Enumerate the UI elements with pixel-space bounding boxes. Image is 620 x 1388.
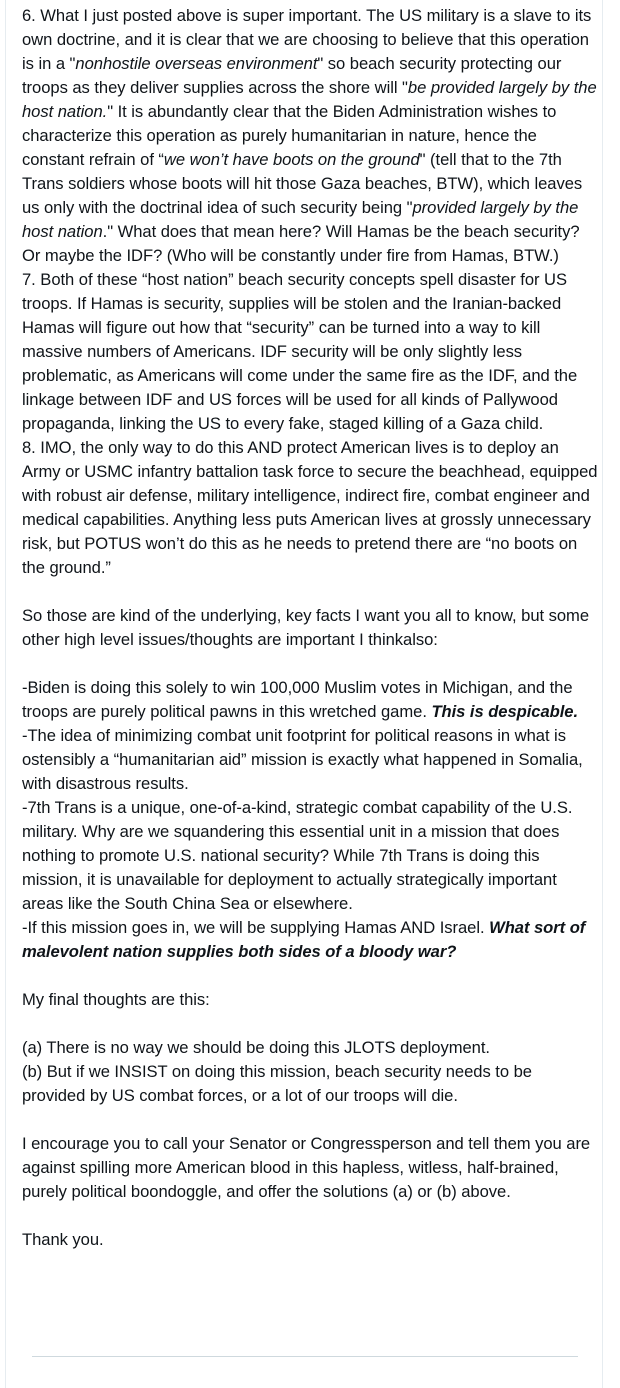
bullet-mission: -If this mission goes in, we will be supplying Hamas AND Israel. What sort of malevolent nation supplies both sides of a bloody war? bbox=[22, 918, 586, 961]
option-a: (a) There is no way we should be doing this JLOTS deployment. bbox=[22, 1038, 490, 1057]
thank-you: Thank you. bbox=[22, 1230, 104, 1249]
paragraph-point-7: 7. Both of these “host nation” beach security concepts spell disaster for US troops. If Hamas is security, supplies will be stolen and the Iranian-backed Hamas will figure out how that “security” can be turned into a way to kill massive numbers of Americans. IDF security will be only slightly less problematic, as Americans will come under the same fire as the IDF, and the linkage between IDF and US forces will be used for all kinds of Pallywood propaganda, linking the US to every fake, staged killing of a Gaza child. bbox=[22, 270, 578, 433]
final-thoughts-heading: My final thoughts are this: bbox=[22, 990, 210, 1009]
paragraph-intro: So those are kind of the underlying, key facts I want you all to know, but some other high level issues/thoughts are important I thinkalso: bbox=[22, 606, 590, 649]
post-text bbox=[22, 4, 598, 1252]
option-b: (b) But if we INSIST on doing this mission, beach security needs to be provided by US combat forces, or a lot of our troops will die. bbox=[22, 1062, 532, 1105]
bullet-somalia: -The idea of minimizing combat unit footprint for political reasons in what is ostensibly a “humanitarian aid” mission is exactly what happened in Somalia, with disastrous results. bbox=[22, 726, 583, 793]
divider bbox=[32, 1356, 578, 1357]
paragraph-point-6: 6. What I just posted above is super important. The US military is a slave to its own doctrine, and it is clear that we are choosing to believe that this operation is in a "nonhostile overseas environment" so beach security protecting our troops as they deliver supplies across the shore will "be provided largely by the host nation." It is abundantly clear that the Biden Administration wishes to characterize this operation as purely humanitarian in nature, hence the constant refrain of “we won’t have boots on the ground" (tell that to the 7th Trans soldiers whose boots will hit those Gaza beaches, BTW), which leaves us only with the doctrinal idea of such security being "provided largely by the host nation." What does that mean here? Will Hamas be the beach security? Or maybe the IDF? (Who will be constantly under fire from Hamas, BTW.) bbox=[22, 6, 597, 265]
paragraph-encourage: I encourage you to call your Senator or Congressperson and tell them you are against spilling more American blood in this hapless, witless, half-brained, purely political boondoggle, and offer the solutions (a) or (b) above. bbox=[22, 1134, 591, 1201]
bullet-7th-trans: -7th Trans is a unique, one-of-a-kind, strategic combat capability of the U.S. military. Why are we squandering this essential unit in a mission that does nothing to promote U.S. national security? While 7th Trans is doing this mission, it is unavailable for deployment to actually strategically important areas like the South China Sea or elsewhere. bbox=[22, 798, 573, 913]
bullet-biden: -Biden is doing this solely to win 100,000 Muslim votes in Michigan, and the troops are purely political pawns in this wretched game. This is despicable. bbox=[22, 678, 579, 721]
paragraph-point-8: 8. IMO, the only way to do this AND protect American lives is to deploy an Army or USMC infantry battalion task force to secure the beachhead, equipped with robust air defense, military intelligence, indirect fire, combat engineer and medical capabilities. Anything less puts American lives at grossly unnecessary risk, but POTUS won’t do this as he needs to pretend there are “no boots on the ground.” bbox=[22, 438, 598, 577]
